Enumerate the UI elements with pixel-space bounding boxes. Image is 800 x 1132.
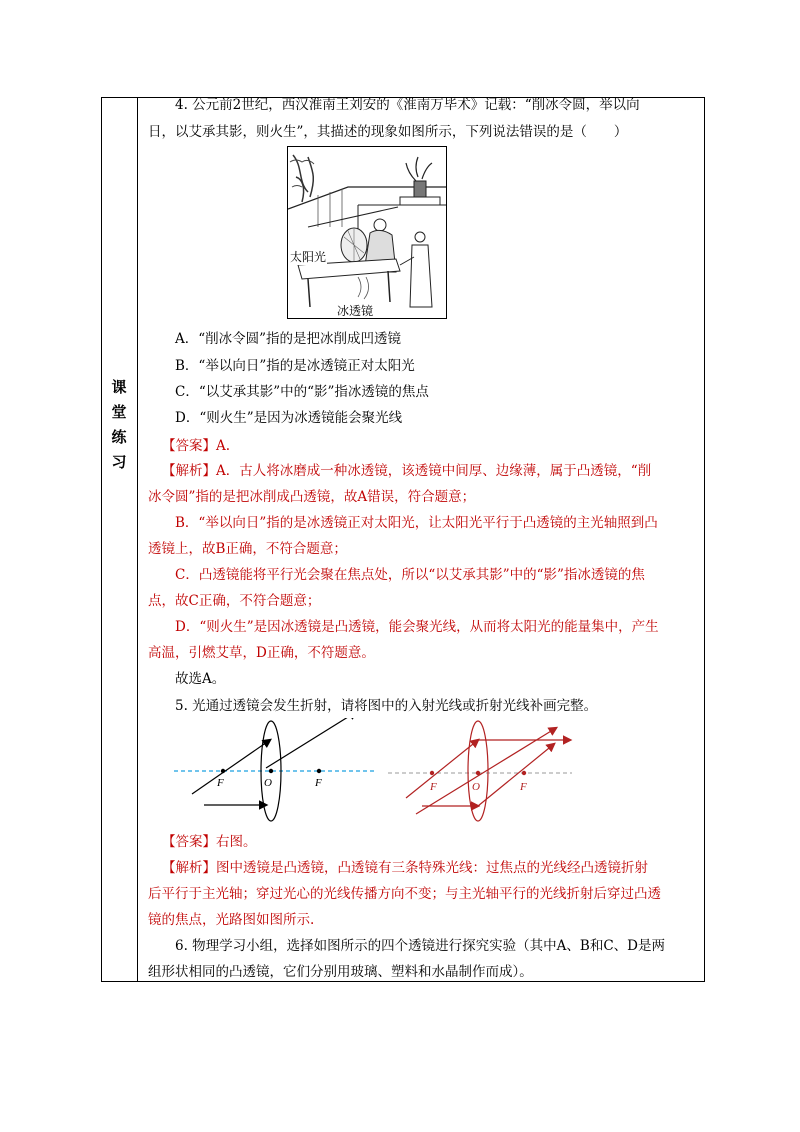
q4-stem-line1: 4. 公元前2世纪，西汉淮南王刘安的《淮南万毕术》记载：“削冰令圆，举以向 (175, 97, 640, 113)
optical-center (476, 771, 480, 775)
q5-analysis-line: 【解析】图中透镜是凸透镜，凸透镜有三条特殊光线：过焦点的光线经凸透镜折射 (162, 860, 648, 876)
q4-answer: 【答案】A. (162, 438, 231, 454)
q5-stem: 5. 光通过透镜会发生折射，请将图中的入射光线或折射光线补画完整。 (175, 698, 598, 714)
center-label: O (264, 777, 272, 789)
ice-lens-illustration (287, 146, 447, 319)
q4-conclusion: 故选A。 (175, 671, 226, 687)
q4-analysis-line: 透镜上，故B正确，不符合题意； (148, 541, 347, 557)
focus-label-left: F (430, 781, 437, 793)
q6-stem-line2: 组形状相同的凸透镜，它们分别用玻璃、塑料和水晶制作而成）。 (148, 964, 533, 980)
incident-ray-through-focus (192, 740, 270, 794)
focus-point (317, 769, 321, 773)
q4-analysis-line: 冰令圆”指的是把冰削成凸透镜，故A错误，符合题意； (148, 489, 476, 505)
q4-analysis-line: 点，故C正确，不符合题意； (148, 593, 321, 609)
q4-option-c: C．“以艾承其影”中的“影”指冰透镜的焦点 (175, 384, 429, 400)
q5-analysis-line: 后平行于主光轴；穿过光心的光线传播方向不变；与主光轴平行的光线折射后穿过凸透 (148, 886, 661, 902)
q5-analysis-line: 镜的焦点，光路图如图所示. (148, 912, 315, 928)
sunlight-label: 太阳光 (290, 250, 327, 264)
section-label (101, 375, 137, 475)
section-label-char: 堂 (111, 403, 127, 421)
q4-analysis-line: D．“则火生”是因冰透镜是凸透镜，能会聚光线，从而将太阳光的能量集中，产生 (175, 619, 659, 635)
q4-option-a: A．“削冰令圆”指的是把冰削成凹透镜 (175, 331, 402, 347)
q4-option-d: D．“则火生”是因为冰透镜能会聚光线 (175, 410, 403, 426)
incident-ray-through-focus (406, 740, 478, 798)
focus-label-left: F (217, 777, 224, 789)
section-label-char: 习 (111, 453, 127, 471)
lens-diagram-answer (386, 718, 576, 824)
q4-analysis-line: 高温，引燃艾草，D正确，不符题意。 (148, 645, 375, 661)
woodcut-scene-drawing (288, 147, 447, 319)
refracted-ray-through-focus (478, 744, 554, 806)
section-label-char: 练 (111, 428, 127, 446)
q4-analysis-line: C．凸透镜能将平行光会聚在焦点处，所以“以艾承其影”中的“影”指冰透镜的焦 (175, 567, 645, 583)
q4-analysis-line: B．“举以向日”指的是冰透镜正对太阳光，让太阳光平行于凸透镜的主光轴照到凸 (175, 515, 658, 531)
lens-diagram-question (170, 718, 380, 824)
q4-stem-line2: 日，以艾承其影，则火生”，其描述的现象如图所示，下列说法错误的是（ ） (148, 124, 628, 140)
q4-analysis-line: 【解析】A．古人将冰磨成一种冰透镜，该透镜中间厚、边缘薄，属于凸透镜，“削 (162, 463, 652, 479)
focus-label-right: F (520, 781, 527, 793)
focus-point (430, 771, 434, 775)
focus-point (522, 771, 526, 775)
q5-answer: 【答案】右图。 (162, 834, 257, 850)
q6-stem-line1: 6. 物理学习小组，选择如图所示的四个透镜进行探究实验（其中A、B和C、D是两 (175, 938, 665, 954)
ice-lens-label: 冰透镜 (337, 304, 374, 318)
table-column-divider (137, 97, 138, 982)
focus-label-right: F (315, 777, 322, 789)
center-label: O (472, 781, 480, 793)
focus-point (221, 769, 225, 773)
section-label-char: 课 (111, 378, 127, 396)
q4-option-b: B．“举以向日”指的是冰透镜正对太阳光 (175, 358, 415, 374)
optical-center (269, 769, 273, 773)
